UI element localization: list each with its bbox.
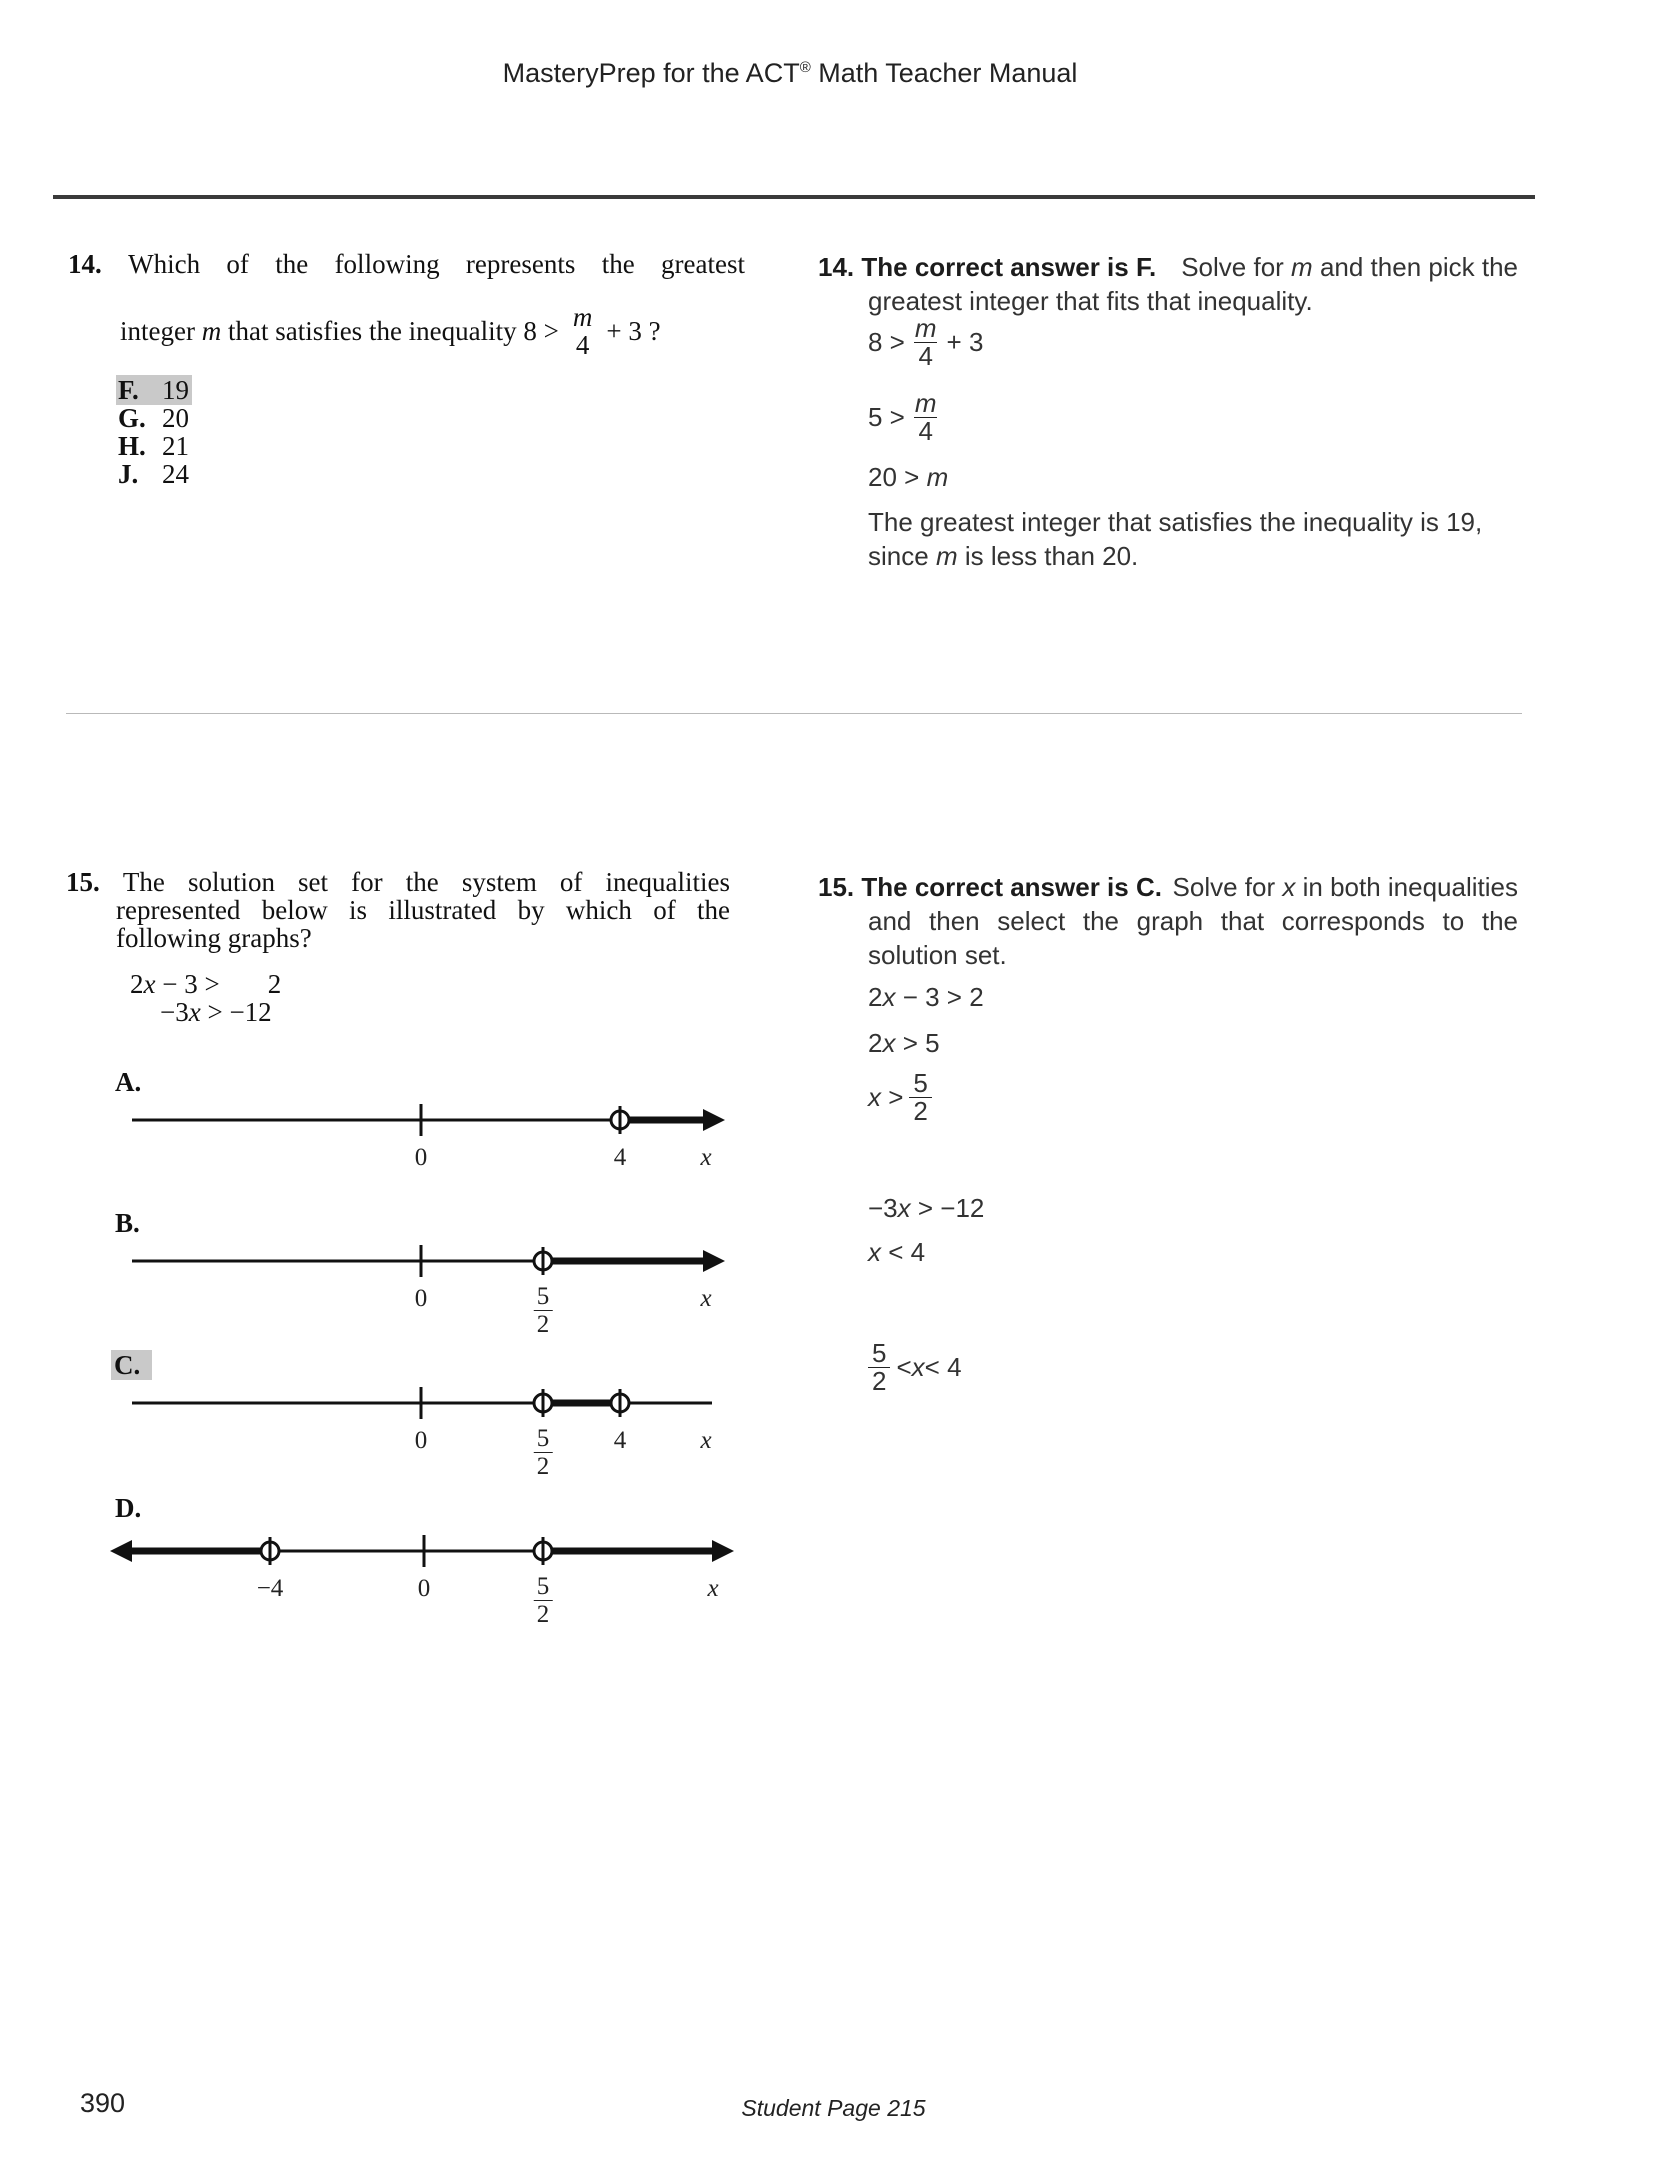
graph-a-number-line[interactable]: [100, 1100, 800, 1180]
a15-line3: solution set.: [868, 940, 1007, 970]
choice-h[interactable]: H. 21: [118, 431, 189, 461]
graph-b-letter[interactable]: B.: [115, 1208, 140, 1238]
a14-conclusion: The greatest integer that satisfies the inequality is 19, since m is less than 20.: [868, 507, 1483, 571]
a15-step3: x > $\frac{5}{2}$: [868, 1070, 938, 1126]
a14-step3: 20 > m: [868, 462, 949, 492]
q14-choices: [118, 376, 192, 488]
graph-d-label-x: x: [707, 1575, 719, 1602]
a15-step4: −3x > −12: [868, 1193, 985, 1223]
graph-d-label-zero: 0: [417, 1575, 431, 1602]
a14-step2: 5 > $\frac{m}{4}$: [868, 388, 937, 447]
a14-line1: 14. The correct answer is F. Solve for m and then pick the: [818, 252, 1518, 282]
q14-line1: 14. Which of the following represents the greatest: [68, 249, 745, 279]
a15-line1: 15. The correct answer is C. Solve for x in both inequalities: [818, 872, 1518, 902]
q15-stem: 15. The solution set for the system of inequalities represented below is illustrated by which of the following graphs?: [66, 867, 730, 953]
choice-j[interactable]: J. 24: [118, 459, 189, 489]
graph-c-label-x: x: [700, 1427, 712, 1454]
a15-line2: and then select the graph that corresponds to the: [868, 906, 1518, 936]
graph-a-arrow-right: [703, 1109, 725, 1131]
graph-d-arrow-right: [712, 1540, 734, 1562]
graph-b-number-line[interactable]: [100, 1241, 800, 1351]
a14-explanation: [818, 250, 1518, 318]
choice-f-highlight: F. 19: [116, 375, 192, 405]
a14-line2: greatest integer that fits that inequality.: [868, 286, 1313, 316]
graph-c-label-four: 4: [613, 1427, 627, 1454]
choice-g[interactable]: G. 20: [118, 403, 189, 433]
choice-f[interactable]: [118, 376, 192, 404]
graph-a-label-zero: 0: [414, 1144, 428, 1171]
graph-b-label-zero: 0: [414, 1285, 428, 1312]
graph-d-number-line[interactable]: [100, 1531, 800, 1641]
graph-a-svg: [100, 1100, 800, 1140]
graph-c-label-five-halves: $\frac{5}{2}$: [534, 1425, 553, 1480]
a15-step2: 2x > 5: [868, 1028, 940, 1058]
graph-c-label-zero: 0: [414, 1427, 428, 1454]
graph-d-letter[interactable]: D.: [115, 1493, 142, 1523]
graph-c-svg: [100, 1383, 800, 1423]
q14-line2: integer m that satisfies the inequality 8 > m 4 + 3 ?: [120, 302, 661, 361]
page-number: 390: [80, 2088, 126, 2118]
graph-b-svg: [100, 1241, 800, 1281]
graph-c-highlight: C.: [111, 1350, 152, 1380]
graph-b-label-x: x: [700, 1285, 712, 1312]
section-divider: [66, 713, 1522, 714]
graph-c-letter[interactable]: [113, 1350, 152, 1381]
a15-step1: 2x − 3 > 2: [868, 982, 984, 1012]
a15-final: $\frac{5}{2}$ < x < 4: [862, 1340, 962, 1396]
q15-inequality-2: −3x > −12: [160, 997, 272, 1027]
a15-explanation: [818, 870, 1518, 972]
student-page-label: Student Page 215: [741, 2095, 926, 2121]
graph-d-svg: [100, 1531, 800, 1571]
graph-a-label-four: 4: [613, 1144, 627, 1171]
graph-b-label-five-halves: $\frac{5}{2}$: [534, 1283, 553, 1338]
q15-inequality-1: 2x − 3 > 2: [130, 969, 282, 999]
graph-a-letter[interactable]: A.: [115, 1067, 142, 1097]
graph-d-label-five-halves: $\frac{5}{2}$: [534, 1573, 553, 1628]
a15-step5: x < 4: [868, 1237, 926, 1267]
graph-d-arrow-left: [110, 1540, 132, 1562]
page-header-title: MasteryPrep for the ACT® Math Teacher Manual: [502, 58, 1078, 88]
q14-fraction: m 4: [572, 302, 593, 361]
graph-b-arrow-right: [703, 1250, 725, 1272]
a14-step1: 8 > $\frac{m}{4}$ + 3: [868, 313, 984, 372]
graph-a-label-x: x: [700, 1144, 712, 1171]
graph-c-number-line[interactable]: [100, 1383, 800, 1493]
graph-d-label-neg-four: −4: [256, 1575, 284, 1602]
header-rule: [53, 195, 1535, 199]
